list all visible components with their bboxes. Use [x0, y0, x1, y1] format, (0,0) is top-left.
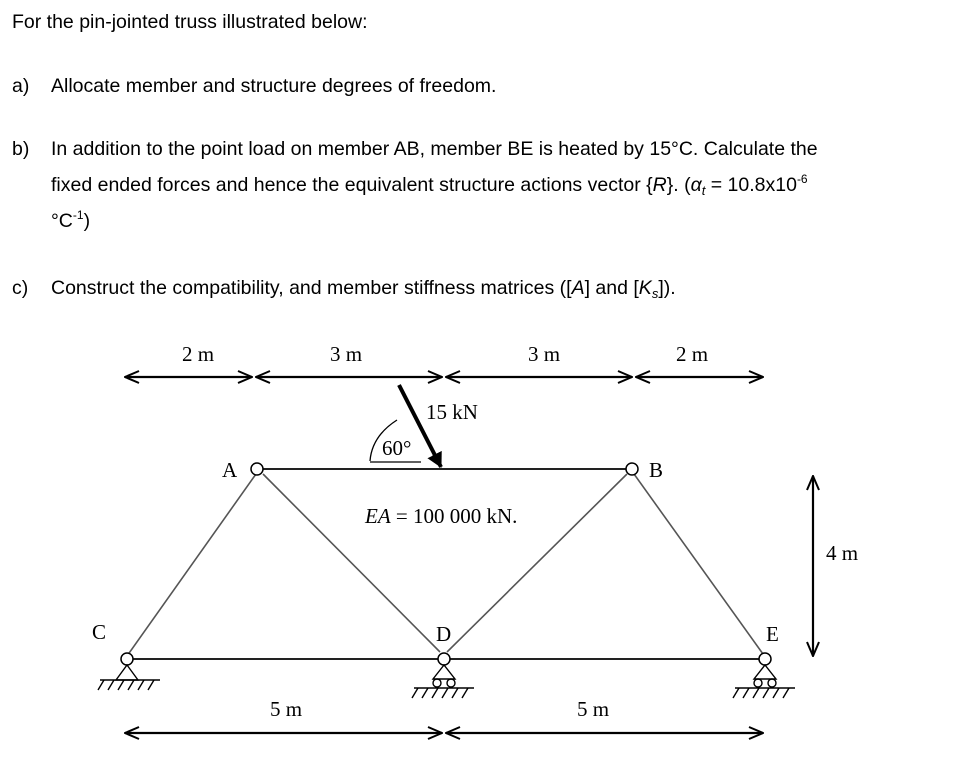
node-label-B: B: [649, 458, 664, 482]
node-label-E: E: [766, 622, 779, 646]
angle-label: 60°: [382, 436, 412, 460]
point-load: [370, 385, 478, 467]
dim-label-3m-left: 3 m: [330, 342, 363, 366]
intro-text: For the pin-jointed truss illustrated below:: [12, 11, 368, 33]
load-label: 15 kN: [426, 400, 478, 424]
dim-label-3m-right: 3 m: [528, 342, 561, 366]
support-C-pinned: [98, 665, 160, 690]
question-b-line-1: In addition to the point load on member AB, member BE is heated by 15°C. Calculate the: [51, 138, 818, 160]
node-label-A: A: [222, 458, 238, 482]
question-b-label: b): [12, 138, 30, 160]
dim-label-5m-right: 5 m: [577, 697, 610, 721]
height-dimension: [813, 476, 858, 656]
node-label-D: D: [436, 622, 452, 646]
member-CA: [127, 474, 256, 656]
question-b-line-2: fixed ended forces and hence the equivalent structure actions vector {R}. ($\alpha_t = 10.8x10^{-6}$: [51, 172, 808, 198]
node-label-C: C: [92, 620, 107, 644]
support-D-roller: [412, 665, 474, 698]
question-b-line-3: $^\circ C^{-1}$): [51, 208, 91, 232]
member-AD: [263, 474, 440, 652]
dim-label-5m-left: 5 m: [270, 697, 303, 721]
question-c-label: c): [12, 277, 29, 299]
node-D: [438, 653, 450, 665]
height-label: 4 m: [826, 541, 859, 565]
top-dimensions: [125, 342, 763, 377]
node-C: [121, 653, 133, 665]
member-DB: [447, 474, 627, 652]
bottom-dimensions: [125, 697, 763, 733]
question-a-text: Allocate member and structure degrees of freedom.: [51, 75, 497, 97]
node-B: [626, 463, 638, 475]
truss-figure: [0, 330, 979, 759]
node-E: [759, 653, 771, 665]
node-A: [251, 463, 263, 475]
question-a-label: a): [12, 75, 30, 97]
member-BE: [634, 474, 763, 654]
ea-label: EA = 100 000 kN.: [365, 504, 518, 528]
support-E-roller: [733, 665, 795, 698]
dim-label-2m-left: 2 m: [182, 342, 215, 366]
question-c-text: Construct the compatibility, and member stiffness matrices ([A] and $[K_s]$).: [51, 277, 676, 301]
dim-label-2m-right: 2 m: [676, 342, 709, 366]
question-b-text: [51, 131, 818, 239]
